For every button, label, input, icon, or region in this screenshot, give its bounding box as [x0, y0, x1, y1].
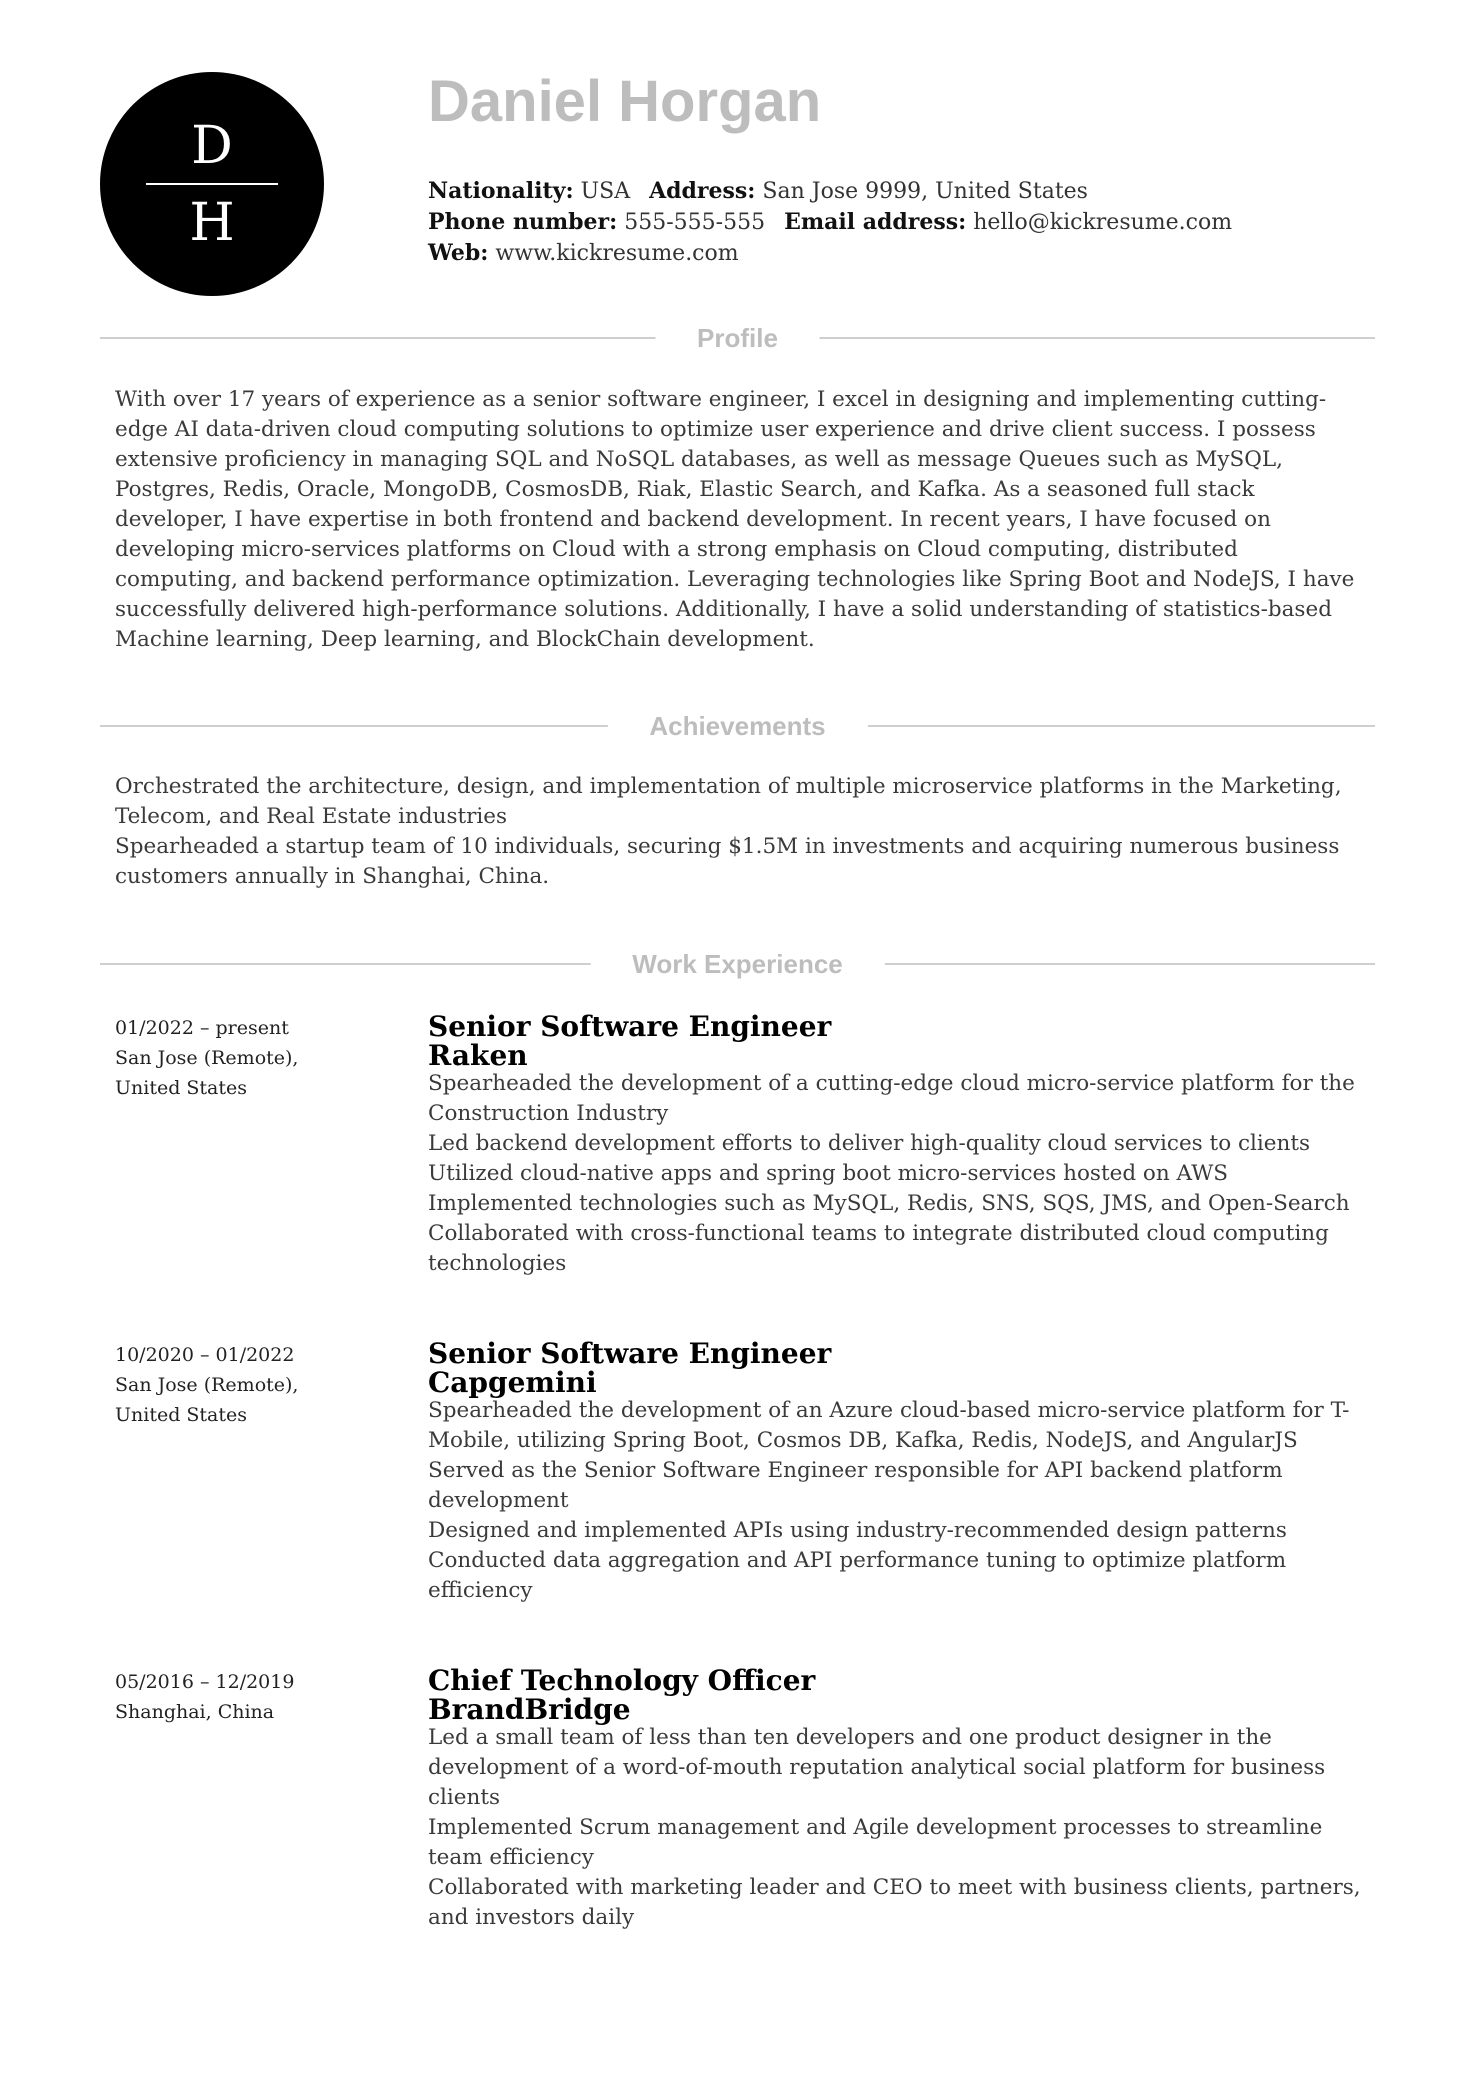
candidate-name: Daniel Horgan [428, 69, 822, 134]
phone-value: 555-555-555 [624, 210, 766, 235]
work-section-header [100, 947, 1375, 981]
achievements-heading: Achievements [607, 709, 867, 743]
job-duty: Designed and implemented APIs using industry-recommended design patterns [428, 1518, 1287, 1543]
job-meta [115, 1340, 375, 1430]
job-duties [428, 1723, 1368, 1933]
profile-text: With over 17 years of experience as a senior software engineer, I excel in designing and implementing cutting-edge AI data-driven cloud computing solutions to optimize user experience and drive client success. I possess extensive proficiency in managing SQL and NoSQL databases, as well as message Queues such as MySQL, Postgres, Redis, Oracle, MongoDB, CosmosDB, Riak, Elastic Search, and Kafka. As a seasoned full stack developer, I have expertise in both frontend and backend development. In recent years, I have focused on developing micro-services platforms on Cloud with a strong emphasis on Cloud computing, distributed computing, and backend performance optimization. Leveraging technologies like Spring Boot and NodeJS, I have successfully delivered high-performance solutions. Additionally, I have a solid understanding of statistics-based Machine learning, Deep learning, and BlockChain development. [115, 387, 1355, 652]
contact-info [428, 176, 1232, 269]
job-location: San Jose (Remote), [115, 1047, 299, 1069]
nationality-value: USA [580, 179, 631, 204]
achievement-item: Orchestrated the architecture, design, and implementation of multiple microservice platforms in the Marketing, Telecom, and Real Estate industries [115, 774, 1342, 829]
contact-row-3 [428, 238, 1232, 269]
job-entry [428, 1338, 1368, 1606]
job-duty: Led backend development efforts to deliver high-quality cloud services to clients [428, 1131, 1311, 1156]
contact-row-2 [428, 207, 1232, 238]
profile-heading: Profile [655, 321, 820, 355]
job-duty: Utilized cloud-native apps and spring boot micro-services hosted on AWS [428, 1161, 1229, 1186]
address-value: San Jose 9999, United States [762, 179, 1088, 204]
job-title: Chief Technology Officer [428, 1664, 816, 1697]
profile-summary [115, 385, 1365, 655]
job-duty: Implemented Scrum management and Agile development processes to streamline team efficiency [428, 1815, 1323, 1870]
job-location: United States [115, 1404, 248, 1426]
job-duties [428, 1069, 1368, 1279]
work-heading: Work Experience [590, 947, 885, 981]
job-location: San Jose (Remote), [115, 1374, 299, 1396]
profile-section-header [100, 321, 1375, 355]
job-title: Senior Software Engineer [428, 1337, 832, 1370]
job-dates: 01/2022 – present [115, 1017, 289, 1039]
contact-row-1 [428, 176, 1232, 207]
achievements-section-header [100, 709, 1375, 743]
job-duty: Spearheaded the development of a cutting-edge cloud micro-service platform for the Construction Industry [428, 1071, 1355, 1126]
job-meta [115, 1013, 375, 1103]
address-label: Address: [649, 178, 756, 204]
monogram-divider [146, 183, 278, 185]
achievements-list [115, 772, 1365, 892]
job-dates: 05/2016 – 12/2019 [115, 1671, 295, 1693]
job-duty: Collaborated with marketing leader and CEO to meet with business clients, partners, and investors daily [428, 1875, 1361, 1930]
email-value[interactable]: hello@kickresume.com [973, 210, 1233, 235]
job-duty: Conducted data aggregation and API performance tuning to optimize platform efficiency [428, 1548, 1287, 1603]
phone-label: Phone number: [428, 209, 618, 235]
job-duty: Led a small team of less than ten developers and one product designer in the development of a word-of-mouth reputation analytical social platform for business clients [428, 1725, 1326, 1810]
achievement-item: Spearheaded a startup team of 10 individuals, securing $1.5M in investments and acquiring numerous business customers annually in Shanghai, China. [115, 834, 1340, 889]
job-meta [115, 1667, 375, 1727]
job-location: Shanghai, China [115, 1701, 275, 1723]
monogram-initial-last: H [189, 193, 235, 253]
web-value[interactable]: www.kickresume.com [495, 241, 739, 266]
nationality-label: Nationality: [428, 178, 574, 204]
email-label: Email address: [784, 209, 967, 235]
web-label: Web: [428, 240, 489, 266]
job-dates: 10/2020 – 01/2022 [115, 1344, 295, 1366]
job-duties [428, 1396, 1368, 1606]
job-duty: Collaborated with cross-functional teams to integrate distributed cloud computing technologies [428, 1221, 1329, 1276]
job-duty: Served as the Senior Software Engineer responsible for API backend platform development [428, 1458, 1283, 1513]
job-duty: Spearheaded the development of an Azure cloud-based micro-service platform for T-Mobile, utilizing Spring Boot, Cosmos DB, Kafka, Redis, NodeJS, and AngularJS [428, 1398, 1350, 1453]
job-company: Raken [428, 1039, 528, 1072]
job-duty: Implemented technologies such as MySQL, Redis, SNS, SQS, JMS, and Open-Search [428, 1191, 1350, 1216]
job-entry [428, 1011, 1368, 1279]
job-company: BrandBridge [428, 1693, 631, 1726]
job-title: Senior Software Engineer [428, 1010, 832, 1043]
monogram-initial-first: D [191, 116, 233, 176]
monogram-avatar [100, 72, 324, 296]
job-entry [428, 1665, 1368, 1933]
job-location: United States [115, 1077, 248, 1099]
job-company: Capgemini [428, 1366, 597, 1399]
